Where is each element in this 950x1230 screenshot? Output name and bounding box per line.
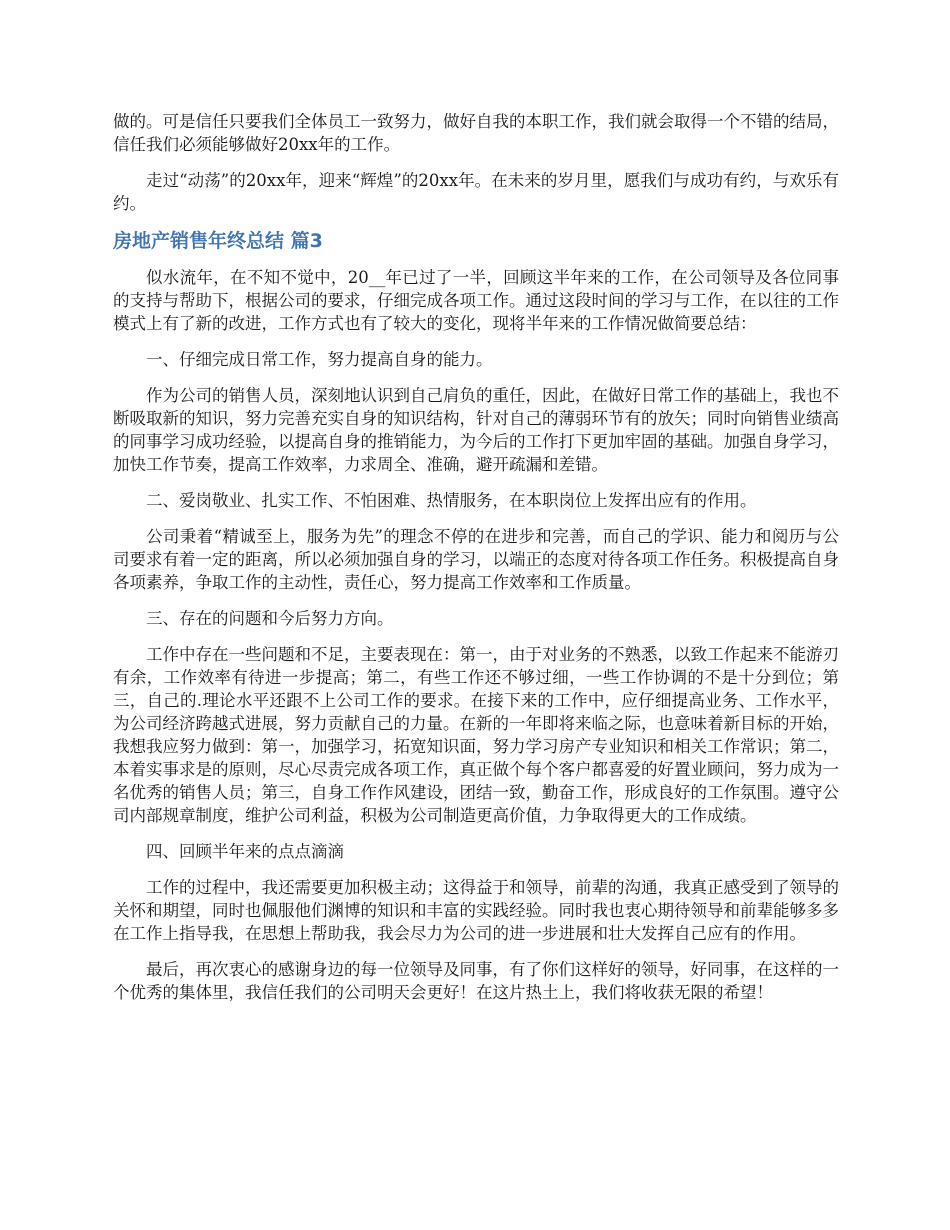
subheading-four: 四、回顾半年来的点点滴滴 — [146, 842, 344, 861]
paragraph-thanks: 最后，再次衷心的感谢身边的每一位领导及同事，有了你们这样好的领导，好同事，在这样的一个优秀的集体里，我信任我们的公司明天会更好！在这片热土上，我们将收获无限的希望！ — [113, 960, 839, 1002]
paragraph-continued: 做的。可是信任只要我们全体员工一致努力，做好自我的本职工作，我们就会取得一个不错的结局，信任我们必须能够做好20xx年的工作。 — [113, 112, 839, 154]
document-body — [113, 110, 839, 1017]
paragraph-problems: 工作中存在一些问题和不足，主要表现在：第一，由于对业务的不熟悉，以致工作起来不能游刃有余，工作效率有待进一步提高；第二，有些工作还不够过细，一些工作协调的不是十分到位；第三，自己的.理论水平还跟不上公司工作的要求。在接下来的工作中，应仔细提高业务、工作水平，为公司经济跨越式进展，努力贡献自己的力量。在新的一年即将来临之际，也意味着新目标的开始，我想我应努力做到：第一，加强学习，拓宽知识面，努力学习房产专业知识和相关工作常识；第二，本着实事求是的原则，尽心尽责完成各项工作，真正做个每个客户都喜爱的好置业顾问，努力成为一名优秀的销售人员；第三，自身工作作风建设，团结一致，勤奋工作，形成良好的工作氛围。遵守公司内部规章制度，维护公司利益，积极为公司制造更高价值，力争取得更大的工作成绩。 — [113, 645, 839, 825]
paragraph-company-philosophy: 公司秉着“精诚至上，服务为先”的理念不停的在进步和完善，而自己的学识、能力和阅历与公司要求有着一定的距离，所以必须加强自身的学习，以端正的态度对待各项工作任务。积极提高自身各项素养，争取工作的主动性，责任心，努力提高工作效率和工作质量。 — [113, 527, 839, 592]
subheading-one: 一、仔细完成日常工作，努力提高自身的能力。 — [146, 350, 493, 369]
paragraph-opening: 似水流年，在不知不觉中，20__年已过了一半，回顾这半年来的工作，在公司领导及各位同事的支持与帮助下，根据公司的要求，仔细完成各项工作。通过这段时间的学习与工作，在以往的工作模式上有了新的改进，工作方式也有了较大的变化，现将半年来的工作情况做简要总结： — [113, 268, 839, 333]
paragraph-closing-wish: 走过“动荡”的20xx年，迎来“辉煌”的20xx年。在未来的岁月里，愿我们与成功有约，与欢乐有约。 — [113, 171, 839, 213]
paragraph-review: 工作的过程中，我还需要更加积极主动；这得益于和领导，前辈的沟通，我真正感受到了领导的关怀和期望，同时也佩服他们渊博的知识和丰富的实践经验。同时我也衷心期待领导和前辈能够多多在工作上指导我，在思想上帮助我，我会尽力为公司的进一步进展和壮大发挥自己应有的作用。 — [113, 878, 839, 943]
section-heading: 房地产销售年终总结 篇3 — [113, 230, 323, 252]
paragraph-daily-work: 作为公司的销售人员，深刻地认识到自己肩负的重任，因此，在做好日常工作的基础上，我也不断吸取新的知识，努力完善充实自身的知识结构，针对自己的薄弱环节有的放矢；同时向销售业绩高的同事学习成功经验，以提高自身的推销能力，为今后的工作打下更加牢固的基础。加强自身学习，加快工作节奏，提高工作效率，力求周全、准确，避开疏漏和差错。 — [113, 386, 839, 474]
subheading-three: 三、存在的问题和今后努力方向。 — [146, 609, 394, 628]
subheading-two: 二、爱岗敬业、扎实工作、不怕困难、热情服务，在本职岗位上发挥出应有的作用。 — [146, 491, 757, 510]
